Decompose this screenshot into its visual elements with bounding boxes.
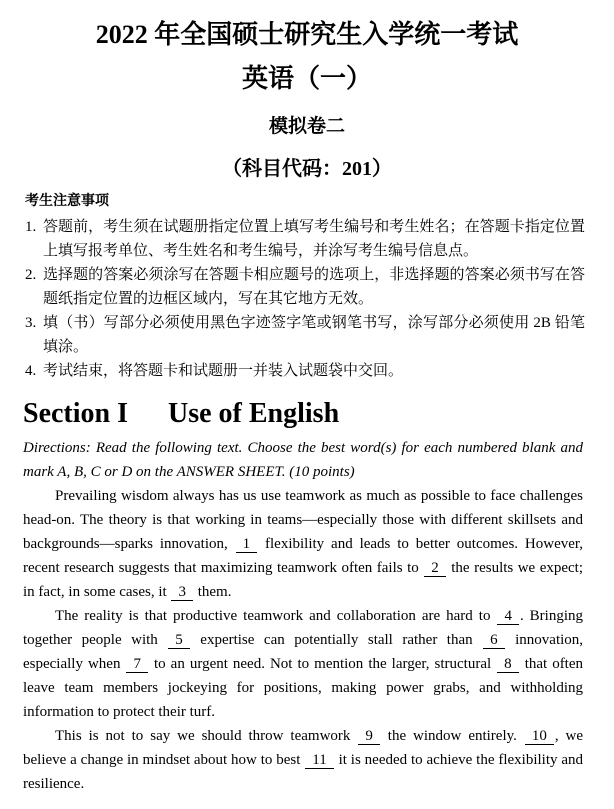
passage-text: expertise can potentially stall rather than	[200, 632, 473, 648]
note-text: 答题前，考生须在试题册指定位置上填写考生编号和考生姓名；在答题卡指定位置上填写报考单位、考生姓名和考生编号，并涂写考生编号信息点。	[43, 219, 585, 259]
blank-11: 11	[305, 753, 333, 769]
paragraph-2	[23, 604, 583, 724]
paragraph-3	[23, 724, 583, 796]
section-title	[23, 396, 339, 432]
passage-text: them.	[197, 584, 232, 600]
note-number: 1.	[25, 219, 37, 235]
section-number: Section I	[23, 398, 128, 429]
note-number: 3.	[25, 315, 37, 331]
passage-text: , we believe a change in mindset about how to best	[23, 728, 584, 768]
notes-list	[25, 215, 585, 383]
blank-6: 6	[483, 633, 505, 649]
section-name: Use of English	[168, 398, 340, 429]
passage	[23, 436, 583, 796]
note-number: 4.	[25, 363, 37, 379]
passage-text: that often leave team members jockeying for positions, making power grabs, and withholding information to protect their turf.	[23, 656, 584, 720]
exam-subject: 英语（一）	[241, 64, 372, 93]
passage-text: it is needed to achieve the flexibility and resilience.	[23, 752, 584, 792]
paragraph-1	[23, 484, 583, 604]
passage-text: the window entirely.	[387, 728, 517, 744]
passage-text: The reality is that productive teamwork and collaboration are hard to	[55, 608, 491, 624]
note-text: 考试结束，将答题卡和试题册一并装入试题袋中交回。	[43, 363, 404, 379]
passage-text: flexibility and leads to better outcomes. However, recent research suggests that maximizing teamwork often fails to	[23, 536, 584, 576]
subject-code: （科目代码：201）	[222, 158, 392, 180]
passage-text: to an urgent need. Not to mention the larger, structural	[154, 656, 492, 672]
passage-text: . Bringing together people with	[23, 608, 583, 648]
blank-1: 1	[236, 537, 258, 553]
exam-title: 2022 年全国硕士研究生入学统一考试	[95, 20, 519, 49]
blank-3: 3	[171, 585, 193, 601]
note-number: 2.	[25, 267, 37, 283]
passage-text: Prevailing wisdom always has us use teamwork as much as possible to face challenges head-on. The theory is that working in teams—especially those with different skillsets and backgrounds—sparks innovation,	[23, 488, 583, 552]
note-text: 选择题的答案必须涂写在答题卡相应题号的选项上，非选择题的答案必须书写在答题纸指定位置的边框区域内，写在其它地方无效。	[43, 267, 585, 307]
blank-9: 9	[358, 729, 380, 745]
notes-heading: 考生注意事项	[25, 194, 109, 209]
directions: Directions: Read the following text. Choose the best word(s) for each numbered blank and mark A, B, C or D on the ANSWER SHEET. (10 points)	[23, 440, 583, 480]
note-text: 填（书）写部分必须使用黑色字迹签字笔或钢笔书写，涂写部分必须使用 2B 铅笔填涂。	[43, 315, 585, 355]
paper-name: 模拟卷二	[268, 116, 345, 137]
note-item	[25, 359, 585, 383]
blank-10: 10	[525, 729, 554, 745]
passage-text: the results we expect; in fact, in some cases, it	[23, 560, 584, 600]
note-item	[25, 263, 585, 311]
note-item	[25, 311, 585, 359]
note-item	[25, 215, 585, 263]
blank-5: 5	[168, 633, 190, 649]
blank-8: 8	[497, 657, 519, 673]
blank-7: 7	[126, 657, 148, 673]
passage-text: This is not to say we should throw teamwork	[55, 728, 351, 744]
blank-2: 2	[424, 561, 446, 577]
blank-4: 4	[497, 609, 519, 625]
passage-text: innovation, especially when	[23, 632, 584, 672]
